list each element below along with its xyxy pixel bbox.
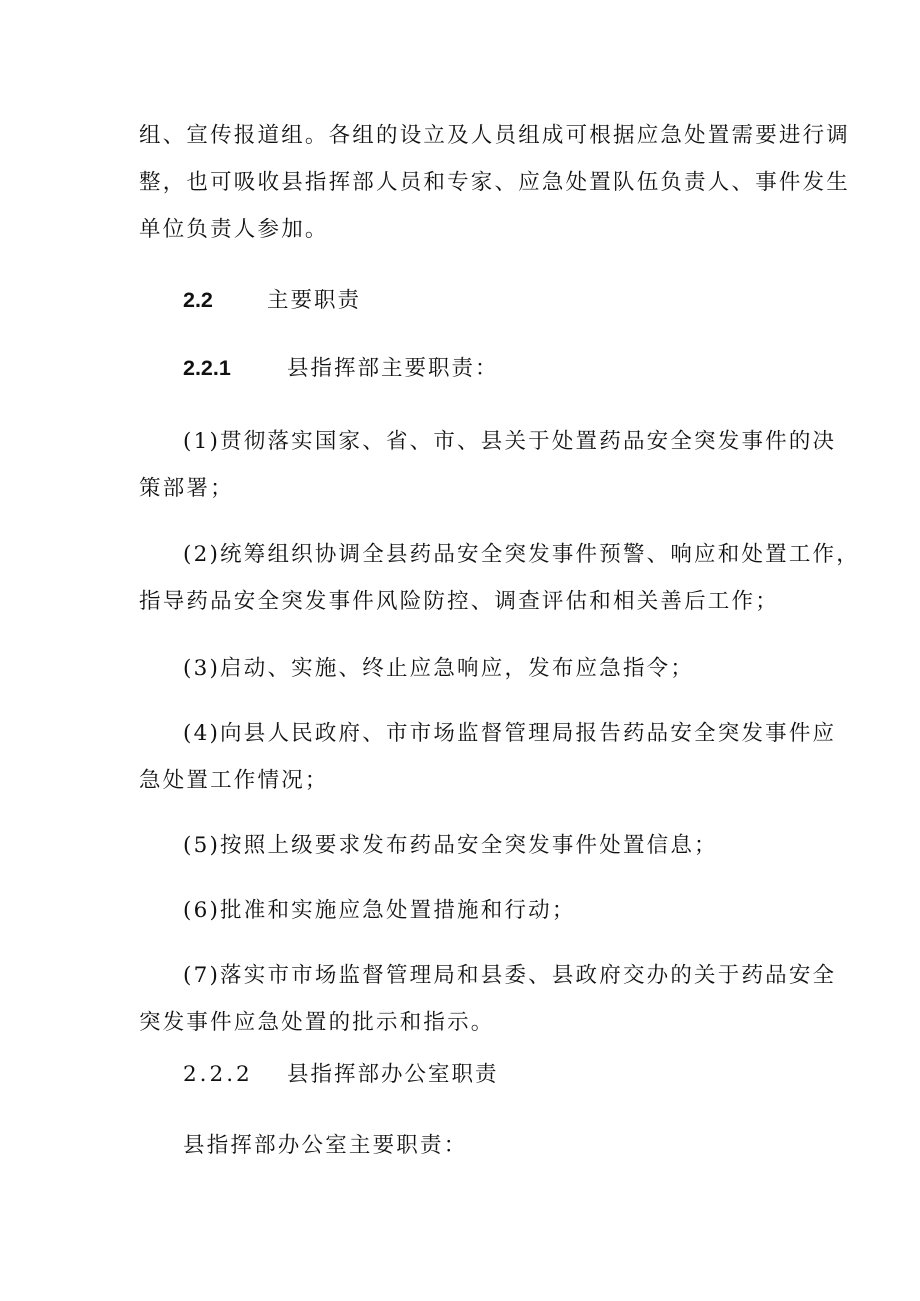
duty-item-line: 策部署； <box>139 476 234 501</box>
duty-item-1 <box>139 418 837 512</box>
duty-item-line: (7)落实市市场监督管理局和县委、县政府交办的关于药品安全 <box>183 963 837 988</box>
section-title: 主要职责 <box>267 288 362 313</box>
section-heading-2-2-2 <box>183 1060 499 1090</box>
section-title: 县指挥部办公室职责 <box>287 1062 499 1087</box>
section-heading-2-2 <box>183 285 361 316</box>
intro-line-1: 组、宣传报道组。各组的设立及人员组成可根据应急处置需要进行调 <box>139 123 851 148</box>
duty-item-line: 突发事件应急处置的批示和指示。 <box>139 1010 495 1035</box>
intro-line-2: 整，也可吸收县指挥部人员和专家、应急处置队伍负责人、事件发生 <box>139 170 851 195</box>
duty-item-line: (1)贯彻落实国家、省、市、县关于处置药品安全突发事件的决 <box>183 429 837 454</box>
duty-item-3 <box>139 645 799 692</box>
office-duties-line: 县指挥部办公室主要职责： <box>183 1133 468 1158</box>
duty-item-line: (6)批准和实施应急处置措施和行动； <box>183 898 576 923</box>
section-title: 县指挥部主要职责： <box>287 356 499 381</box>
intro-line-3: 单位负责人参加。 <box>139 217 329 242</box>
duty-item-4 <box>139 710 837 804</box>
duty-item-7 <box>139 952 837 1046</box>
duty-item-2 <box>139 531 860 625</box>
duty-item-line: (3)启动、实施、终止应急响应，发布应急指令； <box>183 656 695 681</box>
duty-item-line: (5)按照上级要求发布药品安全突发事件处置信息； <box>183 833 718 858</box>
duty-item-6 <box>139 887 799 934</box>
duty-item-line: (4)向县人民政府、市市场监督管理局报告药品安全突发事件应 <box>183 721 837 746</box>
duty-item-5 <box>139 822 799 869</box>
section-number: 2.2.2 <box>183 1062 253 1087</box>
duty-item-line: 指导药品安全突发事件风险防控、调查评估和相关善后工作； <box>139 589 779 614</box>
office-duties-paragraph <box>139 1122 799 1169</box>
section-number: 2.2 <box>183 288 213 312</box>
intro-paragraph <box>139 112 851 253</box>
section-number: 2.2.1 <box>183 356 231 380</box>
duty-item-line: (2)统筹组织协调全县药品安全突发事件预警、响应和处置工作， <box>183 542 860 567</box>
section-heading-2-2-1 <box>183 353 499 384</box>
duty-item-line: 急处置工作情况； <box>139 768 329 793</box>
